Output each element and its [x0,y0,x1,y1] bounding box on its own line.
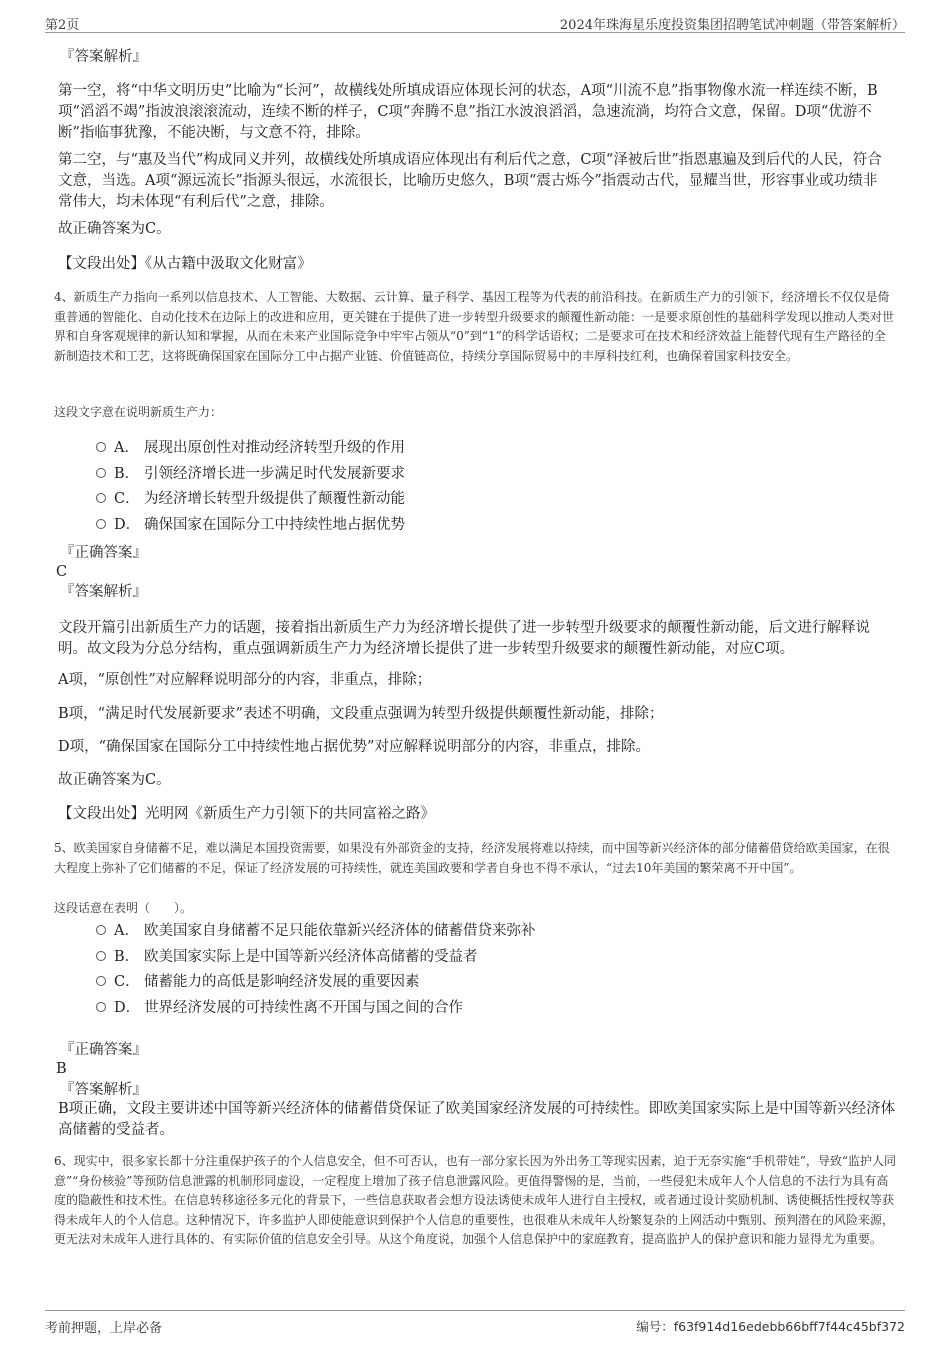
radio-icon[interactable] [96,925,106,935]
q5-analysis-label: 『答案解析』 [60,1082,147,1098]
option-key: A． [114,923,139,939]
q3-analysis-para1: 第一空，将“中华文明历史”比喻为“长河”，故横线处所填成语应体现长河的状态，A项“川流不息”指事物像水流一样连续不断，B项“滔滔不竭”指波浪滚滚流动，连续不断的样子，C项“奔腾不息”指江水波浪滔滔，急速流淌，均符合文意，保留。D项“优游不断”指临事犹豫，不能决断，与文意不符，排除。 [58,83,878,141]
q5-answer: B [56,1061,67,1077]
q3-analysis-para2: 第二空，与“惠及当代”构成同义并列，故横线处所填成语应体现出有利后代之意，C项“泽被后世”指恩惠遍及到后代的人民，符合文意，当选。A项“源远流长”指源头很远，水流很长，比喻历史悠久，B项“震古烁今”指震动古代，显耀当世，形容事业或功绩非常伟大，均未体现“有利后代”之意，排除。 [58,152,882,210]
option-text: 确保国家在国际分工中持续性地占据优势 [144,517,405,533]
radio-icon[interactable] [96,468,106,478]
q4-option-a[interactable] [96,438,405,458]
option-key: B． [114,949,140,965]
q4-note-d: D项，“确保国家在国际分工中持续性地占据优势”对应解释说明部分的内容，非重点，排除。 [58,739,650,755]
q4-source: 【文段出处】光明网《新质生产力引领下的共同富裕之路》 [58,806,435,822]
option-key: A． [114,440,139,456]
radio-icon[interactable] [96,951,106,961]
radio-icon[interactable] [96,493,106,503]
q5-option-c[interactable] [96,972,420,992]
q4-question: 这段文字意在说明新质生产力： [54,405,223,419]
q3-source: 【文段出处】《从古籍中汲取文化财富》 [58,256,312,272]
q4-option-b[interactable] [96,464,405,484]
option-text: 储蓄能力的高低是影响经济发展的重要因素 [144,974,420,990]
document-title: 2024年珠海星乐度投资集团招聘笔试冲刺题（带答案解析） [559,18,905,33]
page-footer [45,1310,905,1337]
radio-icon[interactable] [96,976,106,986]
footer-slogan: 考前押题，上岸必备 [45,1321,163,1336]
option-key: D． [114,517,141,533]
option-text: 欧美国家实际上是中国等新兴经济体高储蓄的受益者 [144,949,478,965]
q4-answer: C [56,564,68,580]
q4-option-c[interactable] [96,489,405,509]
q4-answer-label: 『正确答案』 [60,545,147,561]
q3-analysis-label: 『答案解析』 [60,49,147,65]
radio-icon[interactable] [96,519,106,529]
option-key: C． [114,974,140,990]
document-id: 编号：f63f914d16edebb66bff7f44c45bf372 [636,1319,905,1334]
q4-analysis-label: 『答案解析』 [60,584,147,600]
option-text: 展现出原创性对推动经济转型升级的作用 [144,440,405,456]
q4-stem: 4、新质生产力指向一系列以信息技术、人工智能、大数据、云计算、量子科学、基因工程等为代表的前沿科技。在新质生产力的引领下，经济增长不仅仅是倚重普通的智能化、自动化技术在边际上的改进和应用，更关键在于提供了进一步转型升级要求的颠覆性新动能：一是要求原创性的基础科学发现以推动人类对世界和自身客观规律的新认知和掌握，从而在未来产业国际竞争中牢牢占领从“0”到“1”的科学话语权；二是要求可在技术和经济效益上能替代现有生产路径的全新制造技术和工艺，这将既确保国家在国际分工中占据产业链、价值链高位，持续分享国际贸易中的丰厚科技红利，也确保着国家科技安全。 [54,290,895,363]
option-text: 为经济增长转型升级提供了颠覆性新动能 [144,491,405,507]
q4-note-b: B项，“满足时代发展新要求”表述不明确，文段重点强调为转型升级提供颠覆性新动能，排除； [58,706,664,722]
q4-conclusion: 故正确答案为C。 [58,772,171,788]
q6-stem: 6、现实中，很多家长都十分注重保护孩子的个人信息安全，但不可否认，也有一部分家长因为外出务工等现实因素，迫于无奈实施“手机带娃”，导致“监护人同意”“身份核验”等预防信息泄露的机制形同虚设，一定程度上增加了孩子信息泄露风险。更值得警惕的是，当前，一些侵犯未成年人个人信息的不法行为具有高度的隐蔽性和技术性。在信息转移途径多元化的背景下，一些信息获取者会想方设法诱使未成年人进行自主授权，或者通过设计奖励机制、诱使概括性授权等获得未成年人的个人信息。这种情况下，许多监护人即使能意识到保护个人信息的重要性，也很难从未成年人纷繁复杂的上网活动中甄别、预判潜在的风险来源，更无法对未成年人进行具体的、有实际价值的信息安全引导。从这个角度说，加强个人信息保护中的家庭教育，提高监护人的保护意识和能力显得尤为重要。 [54,1154,897,1246]
q5-stem: 5、欧美国家自身储蓄不足，难以满足本国投资需要，如果没有外部资金的支持，经济发展将难以持续，而中国等新兴经济体的部分储蓄借贷给欧美国家，在很大程度上弥补了它们储蓄的不足，保证了经济发展的可持续性，就连美国政要和学者自身也不得不承认，“过去10年美国的繁荣离不开中国”。 [54,841,890,875]
option-text: 欧美国家自身储蓄不足只能依靠新兴经济体的储蓄借贷来弥补 [144,923,536,939]
q3-conclusion: 故正确答案为C。 [58,221,171,237]
q5-option-d[interactable] [96,998,463,1018]
option-text: 引领经济增长进一步满足时代发展新要求 [144,466,405,482]
q4-analysis: 文段开篇引出新质生产力的话题，接着指出新质生产力为经济增长提供了进一步转型升级要求的颠覆性新动能，后文进行解释说明。故文段为分总分结构，重点强调新质生产力为经济增长提供了进一步转型升级要求的颠覆性新动能，对应C项。 [58,620,870,657]
radio-icon[interactable] [96,1002,106,1012]
radio-icon[interactable] [96,442,106,452]
page-header [45,10,905,33]
option-key: C． [114,491,140,507]
q5-option-a[interactable] [96,921,536,941]
q5-question: 这段话意在表明（ ）。 [54,901,193,915]
q4-note-a: A项，“原创性”对应解释说明部分的内容，非重点，排除； [58,672,432,688]
option-text: 世界经济发展的可持续性离不开国与国之间的合作 [144,1000,463,1016]
page-number: 第2页 [45,18,80,33]
q5-answer-label: 『正确答案』 [60,1042,147,1058]
q4-option-d[interactable] [96,515,405,535]
q5-option-b[interactable] [96,947,478,967]
option-key: D． [114,1000,141,1016]
option-key: B． [114,466,140,482]
q5-analysis: B项正确，文段主要讲述中国等新兴经济体的储蓄借贷保证了欧美国家经济发展的可持续性。即欧美国家实际上是中国等新兴经济体高储蓄的受益者。 [58,1101,896,1138]
